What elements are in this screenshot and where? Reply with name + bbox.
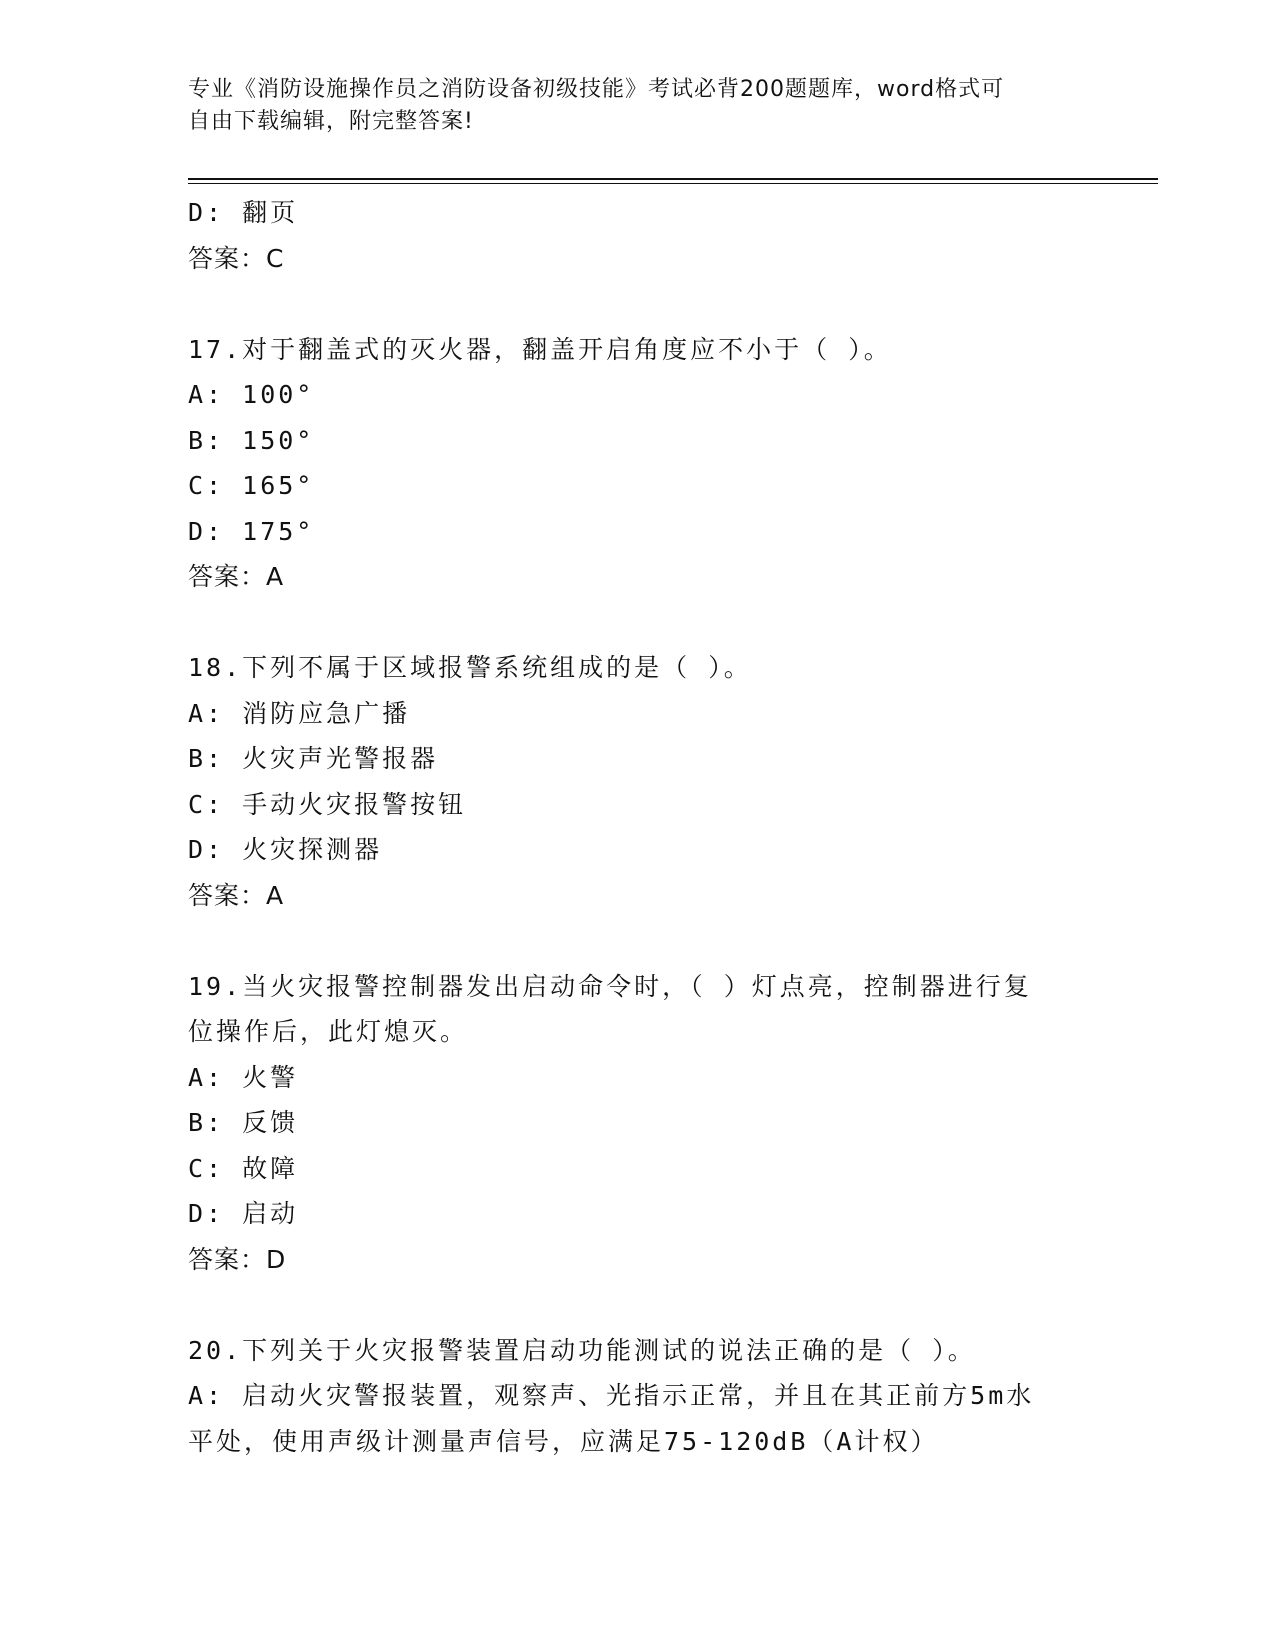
question-17	[188, 327, 1088, 600]
option-a-line-1: A: 启动火灾警报装置，观察声、光指示正常，并且在其正前方5m水	[188, 1381, 1035, 1410]
question-stem-line-1: 19.当火灾报警控制器发出启动命令时，（ ）灯点亮，控制器进行复	[188, 971, 1032, 1001]
option-a-line-2: 平处，使用声级计测量声信号，应满足75-120dB（A计权）	[188, 1426, 939, 1456]
document-header	[188, 74, 1068, 138]
question-stem: 18.下列不属于区域报警系统组成的是（ ）。	[188, 653, 752, 682]
question-19	[188, 964, 1088, 1283]
option-d: D: 翻页	[188, 198, 299, 227]
header-line-2: 自由下载编辑，附完整答案!	[188, 109, 474, 134]
option-b: B: 火灾声光警报器	[188, 744, 439, 773]
spacer	[188, 1282, 1088, 1328]
header-divider-thin	[188, 183, 1158, 184]
answer-line: 答案：A	[188, 880, 285, 910]
option-a: A: 火警	[188, 1062, 299, 1092]
question-18	[188, 645, 1088, 918]
answer-line: 答案：A	[188, 562, 285, 591]
option-b: B: 反馈	[188, 1108, 299, 1137]
option-d: D: 火灾探测器	[188, 835, 383, 864]
header-line-1: 专业《消防设施操作员之消防设备初级技能》考试必背200题题库，word格式可	[188, 77, 1005, 102]
option-c: C: 165°	[188, 471, 315, 500]
option-a: A: 消防应急广播	[188, 698, 411, 728]
header-divider-thick	[188, 178, 1158, 180]
option-c: C: 手动火灾报警按钮	[188, 789, 467, 819]
question-20	[188, 1328, 1088, 1465]
answer-line: 答案：C	[188, 243, 285, 273]
option-d: D: 175°	[188, 516, 315, 546]
option-d: D: 启动	[188, 1199, 299, 1228]
option-c: C: 故障	[188, 1153, 299, 1183]
question-stem: 17.对于翻盖式的灭火器，翻盖开启角度应不小于（ ）。	[188, 334, 892, 364]
spacer	[188, 600, 1088, 646]
question-stem: 20.下列关于火灾报警装置启动功能测试的说法正确的是（ ）。	[188, 1335, 976, 1365]
option-b: B: 150°	[188, 425, 315, 455]
spacer	[188, 281, 1088, 327]
spacer	[188, 918, 1088, 964]
answer-line: 答案：D	[188, 1244, 287, 1274]
question-list	[188, 190, 1088, 1464]
option-a: A: 100°	[188, 380, 315, 409]
question-stem-line-2: 位操作后，此灯熄灭。	[188, 1017, 469, 1046]
carryover-block	[188, 190, 1088, 281]
